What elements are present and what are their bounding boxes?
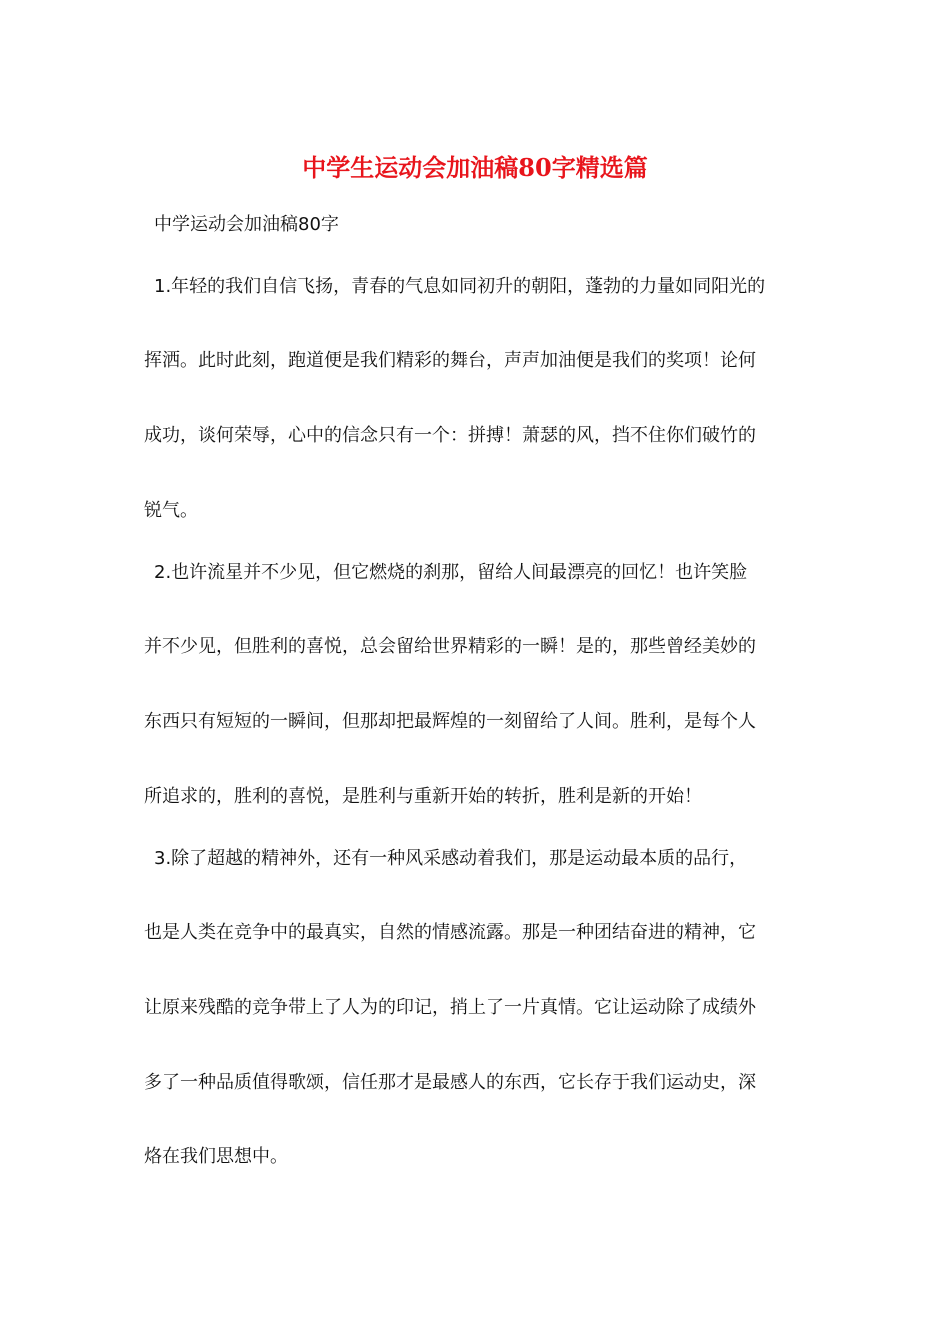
paragraph-line: 1.年轻的我们自信飞扬，青春的气息如同初升的朝阳，蓬勃的力量如同阳光的 (154, 276, 766, 297)
paragraph-line: 成功，谈何荣辱，心中的信念只有一个：拼搏！萧瑟的风，挡不住你们破竹的 (144, 425, 756, 446)
paragraph-line: 所追求的，胜利的喜悦，是胜利与重新开始的转折，胜利是新的开始！ (144, 786, 702, 807)
paragraph-line: 3.除了超越的精神外，还有一种风采感动着我们，那是运动最本质的品行， (154, 848, 748, 869)
page-title: 中学生运动会加油稿80字精选篇 (302, 153, 648, 182)
paragraph-line: 让原来残酷的竞争带上了人为的印记，捎上了一片真情。它让运动除了成绩外 (144, 997, 756, 1018)
paragraph-line: 并不少见，但胜利的喜悦，总会留给世界精彩的一瞬！是的，那些曾经美妙的 (144, 636, 756, 657)
paragraph-line: 锐气。 (144, 500, 198, 521)
paragraph-line: 多了一种品质值得歌颂，信任那才是最感人的东西，它长存于我们运动史，深 (144, 1072, 756, 1093)
paragraph-line: 2.也许流星并不少见，但它燃烧的刹那，留给人间最漂亮的回忆！也许笑脸 (154, 562, 748, 583)
paragraph-line: 也是人类在竞争中的最真实，自然的情感流露。那是一种团结奋进的精神，它 (144, 922, 756, 943)
subtitle: 中学运动会加油稿80字 (154, 214, 339, 235)
paragraph-line: 挥洒。此时此刻，跑道便是我们精彩的舞台，声声加油便是我们的奖项！论何 (144, 350, 756, 371)
paragraph-line: 烙在我们思想中。 (144, 1146, 288, 1167)
paragraph-line: 东西只有短短的一瞬间，但那却把最辉煌的一刻留给了人间。胜利，是每个人 (144, 711, 756, 732)
